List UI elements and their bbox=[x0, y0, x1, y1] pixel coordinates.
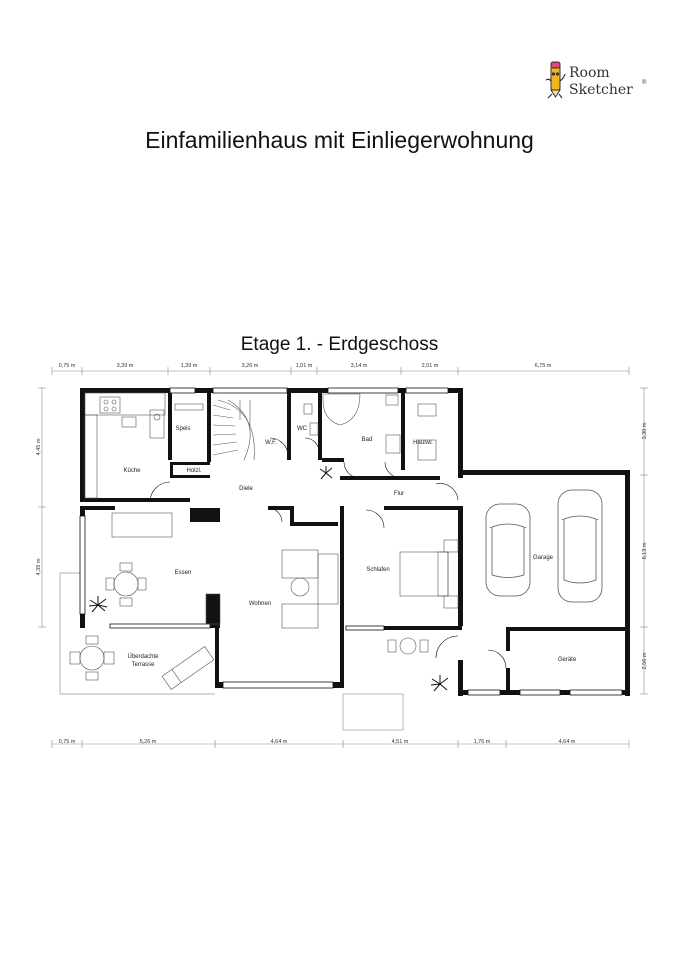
doors bbox=[150, 438, 506, 668]
bedroom-furniture bbox=[388, 540, 458, 654]
outdoor-outlines bbox=[60, 573, 403, 730]
room-bad: Bad bbox=[361, 437, 373, 443]
car-left bbox=[486, 504, 530, 596]
dim-left-2: 4,39 m bbox=[36, 558, 42, 576]
dim-bottom-5: 1,76 m bbox=[473, 739, 491, 745]
room-wf: W.F. bbox=[265, 440, 277, 446]
room-wc: WC bbox=[297, 426, 307, 432]
living-furniture bbox=[206, 550, 338, 628]
dim-top-3: 1,39 m bbox=[180, 363, 198, 369]
room-terrasse-line2: Terrasse bbox=[131, 662, 155, 668]
dim-top-4: 3,26 m bbox=[241, 363, 259, 369]
logo-registered-mark: ® bbox=[642, 80, 647, 86]
logo-text-room: Room bbox=[569, 65, 610, 81]
dim-right-1: 3,30 m bbox=[642, 422, 648, 440]
dim-bottom-6: 4,64 m bbox=[558, 739, 576, 745]
dim-bottom-4: 4,51 m bbox=[391, 739, 409, 745]
room-geraete: Geräte bbox=[557, 657, 577, 663]
room-essen: Essen bbox=[174, 570, 192, 576]
windows bbox=[80, 388, 622, 695]
dim-top-7: 2,01 m bbox=[421, 363, 439, 369]
floor-title: Etage 1. - Erdgeschoss bbox=[240, 334, 439, 355]
staircase bbox=[213, 400, 254, 460]
kitchen-fixtures bbox=[85, 393, 203, 498]
walls bbox=[80, 388, 630, 696]
room-holzl: Holzl. bbox=[186, 468, 202, 474]
dim-top-2: 3,39 m bbox=[116, 363, 134, 369]
dining-set bbox=[106, 513, 172, 606]
logo-text-sketcher: Sketcher bbox=[569, 82, 633, 98]
dim-right-2: 6,13 m bbox=[642, 542, 648, 560]
garage-cars bbox=[486, 490, 602, 602]
room-schlafen: Schlafen bbox=[366, 567, 390, 573]
room-wohnen: Wohnen bbox=[248, 601, 272, 607]
room-garage: Garage bbox=[532, 555, 554, 561]
room-flur: Flur bbox=[393, 491, 405, 497]
page-title: Einfamilienhaus mit Einliegerwohnung bbox=[145, 127, 534, 153]
dim-bottom-1: 0,75 m bbox=[58, 739, 76, 745]
car-right bbox=[558, 490, 602, 602]
dim-right-3: 2,56 m bbox=[642, 652, 648, 670]
room-speis: Speis bbox=[175, 426, 191, 432]
dimension-bottom bbox=[52, 740, 629, 748]
dim-top-6: 3,14 m bbox=[350, 363, 368, 369]
dim-top-5: 1,01 m bbox=[295, 363, 313, 369]
room-terrasse-line1: Überdachte bbox=[127, 654, 159, 660]
bathroom-fixtures bbox=[304, 394, 436, 460]
room-kueche: Küche bbox=[123, 468, 141, 474]
dim-top-8: 6,75 m bbox=[534, 363, 552, 369]
dim-bottom-3: 4,64 m bbox=[270, 739, 288, 745]
room-diele: Diele bbox=[239, 486, 253, 492]
dimension-left bbox=[38, 388, 46, 627]
room-hausw: Hausw. bbox=[413, 440, 433, 446]
dim-top-1: 0,75 m bbox=[58, 363, 76, 369]
dim-left-1: 4,45 m bbox=[36, 438, 42, 456]
dim-bottom-2: 5,26 m bbox=[139, 739, 157, 745]
